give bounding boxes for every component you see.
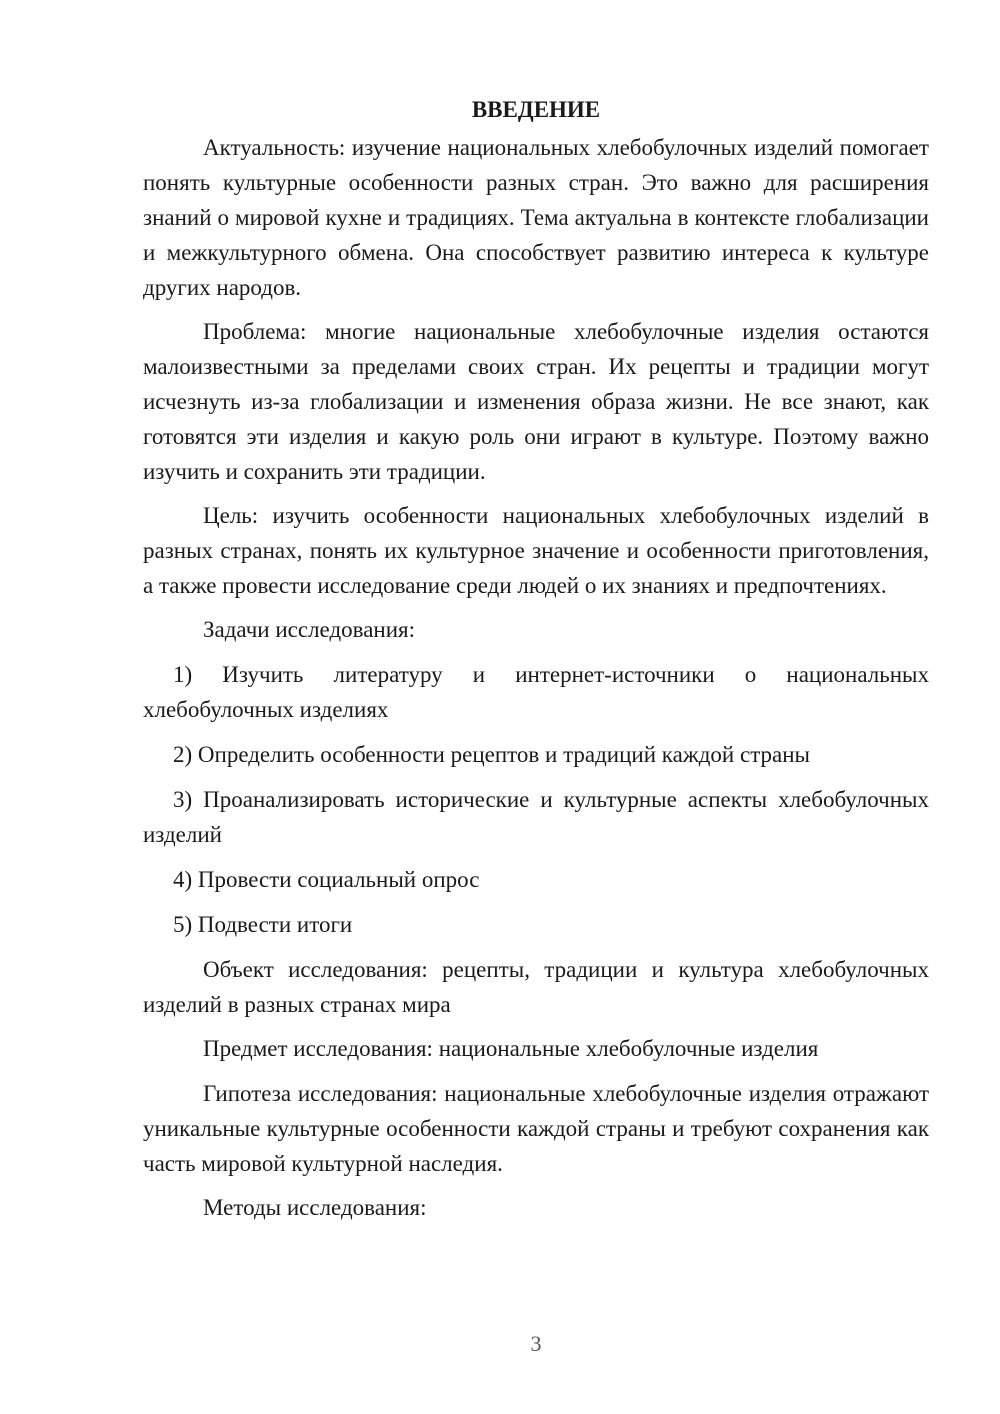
relevance-paragraph: Актуальность: изучение национальных хлебобулочных изделий помогает понять культурные особенности разных стран. Это важно для расширения знаний о мировой кухне и традициях. Тема актуальна в контексте глобализации и межкультурного обмена. Она способствует развитию интереса к культуре других народов. <box>143 135 929 300</box>
task-item-1: 1) Изучить литературу и интернет-источники о национальных хлебобулочных изделиях <box>143 662 929 722</box>
document-page <box>143 92 929 1235</box>
tasks-heading: Задачи исследования: <box>203 617 416 642</box>
methods-heading: Методы исследования: <box>203 1195 427 1220</box>
task-item-2: 2) Определить особенности рецептов и традиций каждой страны <box>173 742 810 767</box>
task-item-3: 3) Проанализировать исторические и культурные аспекты хлебобулочных изделий <box>143 787 929 847</box>
goal-paragraph: Цель: изучить особенности национальных хлебобулочных изделий в разных странах, понять их культурное значение и особенности приготовления, а также провести исследование среди людей о их знаниях и предпочтениях. <box>143 503 929 598</box>
subject-paragraph: Предмет исследования: национальные хлебобулочные изделия <box>203 1036 819 1061</box>
page-number: 3 <box>530 1331 542 1356</box>
hypothesis-paragraph: Гипотеза исследования: национальные хлебобулочные изделия отражают уникальные культурные особенности каждой страны и требуют сохранения как часть мировой культурной наследия. <box>143 1081 929 1176</box>
task-item-4: 4) Провести социальный опрос <box>173 867 480 892</box>
page-title: ВВЕДЕНИЕ <box>471 97 601 122</box>
object-paragraph: Объект исследования: рецепты, традиции и культура хлебобулочных изделий в разных странах мира <box>143 957 929 1017</box>
problem-paragraph: Проблема: многие национальные хлебобулочные изделия остаются малоизвестными за пределами своих стран. Их рецепты и традиции могут исчезнуть из-за глобализации и изменения образа жизни. Не все знают, как готовятся эти изделия и какую роль они играют в культуре. Поэтому важно изучить и сохранить эти традиции. <box>143 319 929 484</box>
task-item-5: 5) Подвести итоги <box>173 912 353 937</box>
